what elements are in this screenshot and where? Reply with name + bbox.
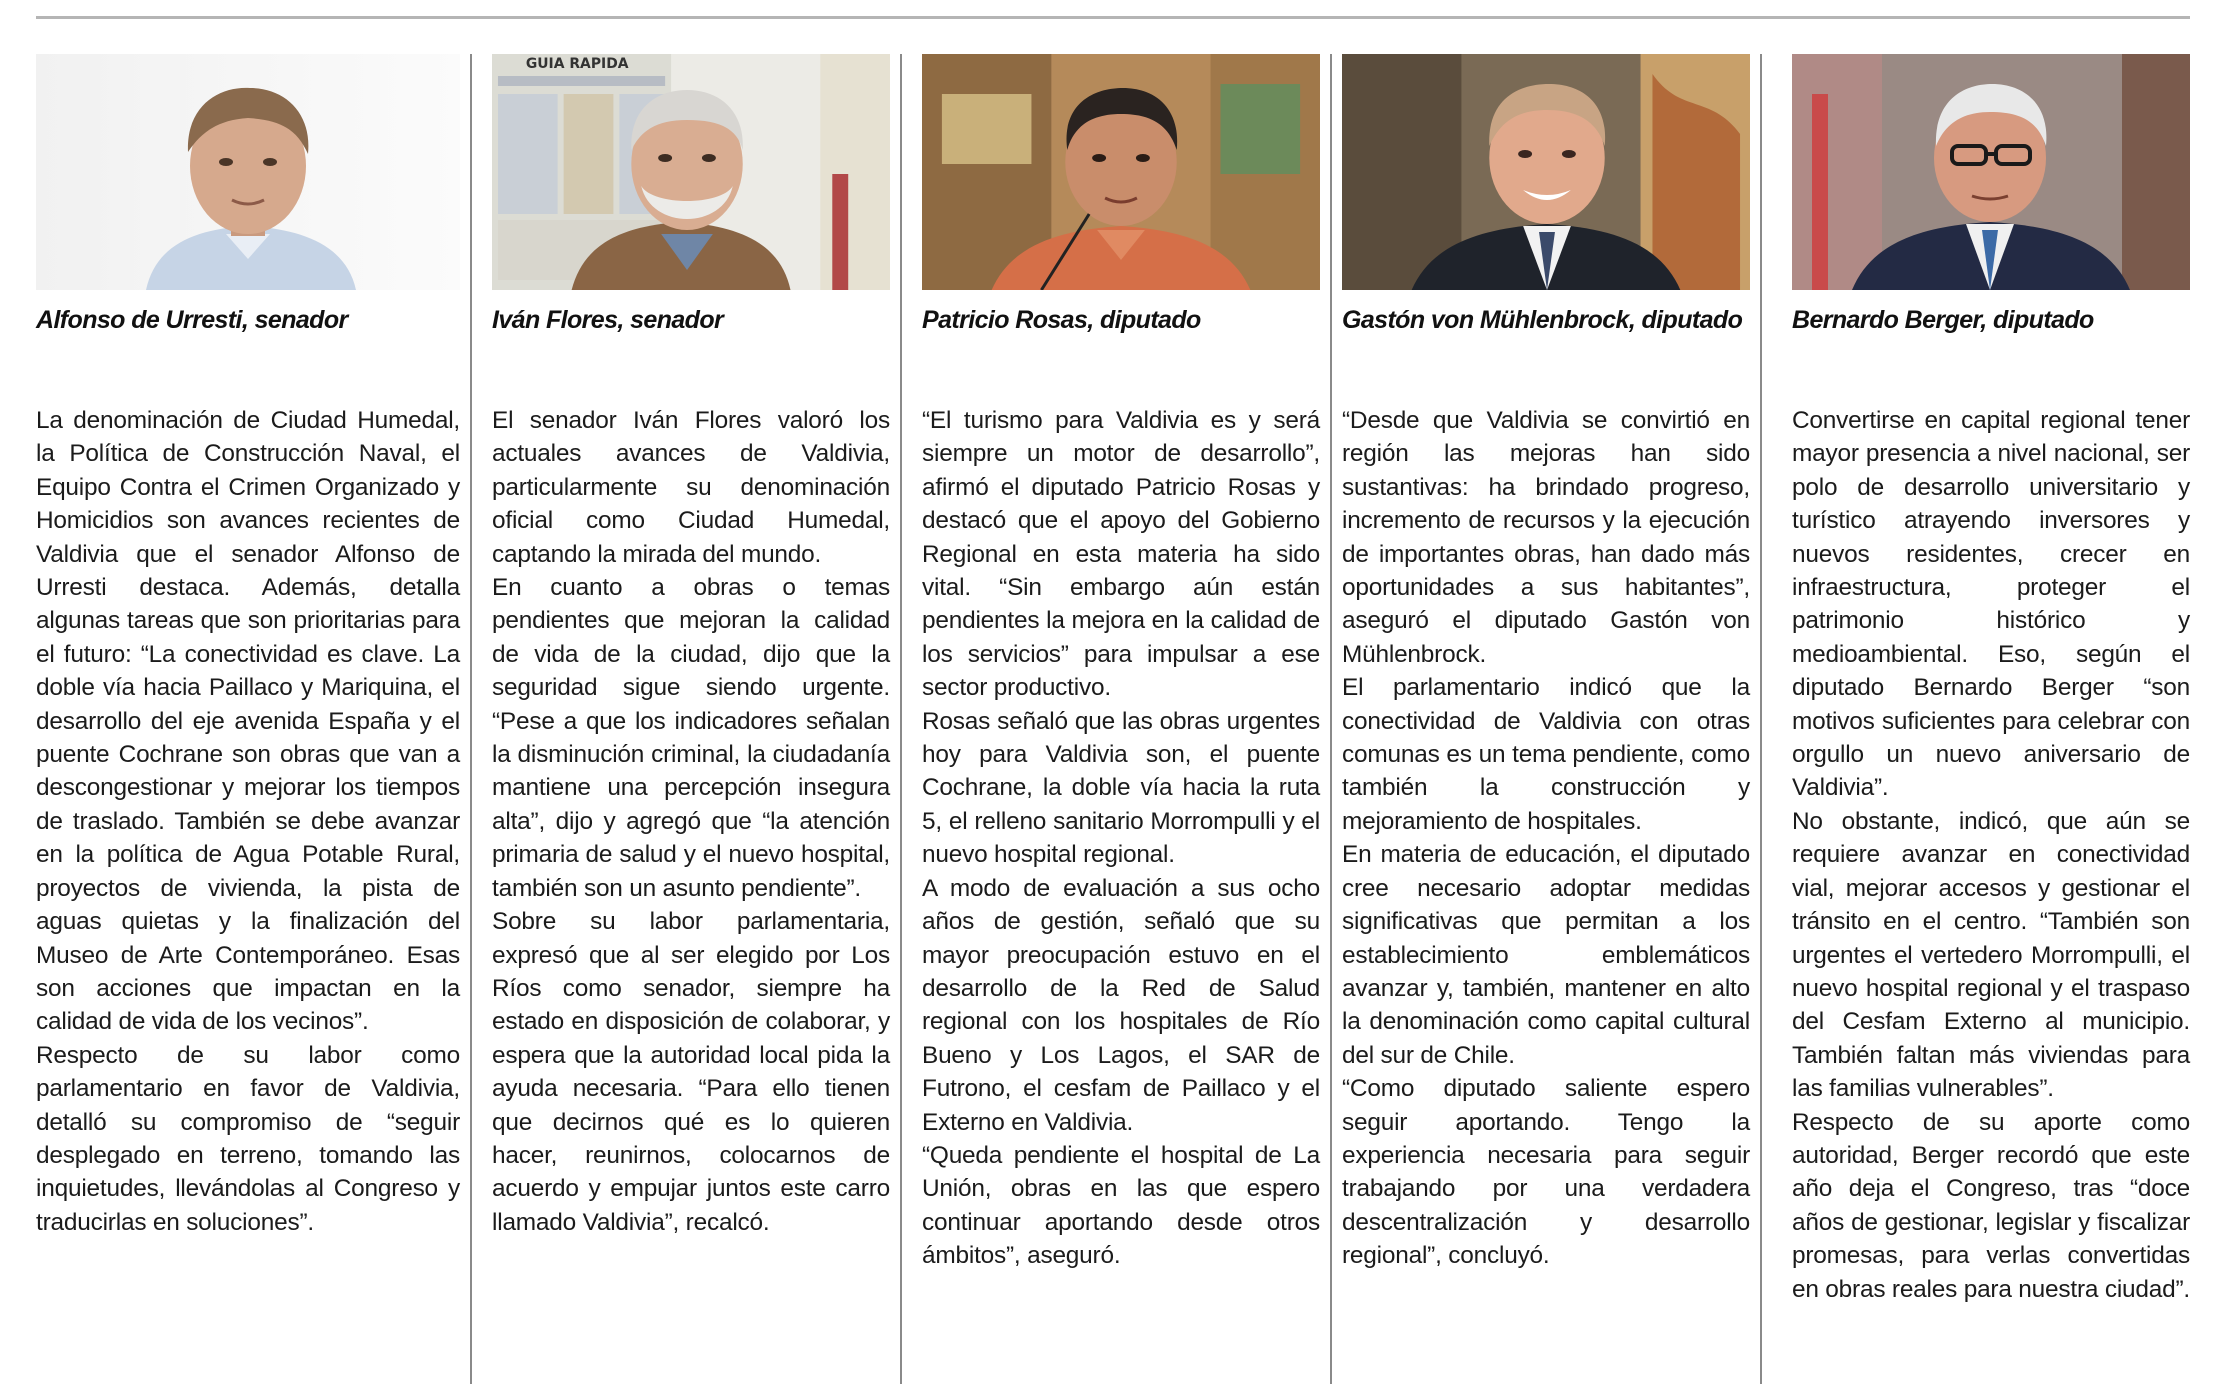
- article-columns: [36, 54, 2190, 1384]
- paragraph: En cuanto a obras o temas pendientes que mejoran la calidad de vida de la ciudad, dijo que la seguridad sigue siendo urgente. “Pese a que los indicadores señalan la disminución criminal, la ciudadanía mantiene una percepción insegura alta”, dijo y agregó que “la atención primaria de salud y el nuevo hospital, también son un asunto pendiente”.: [492, 574, 890, 902]
- paragraph: “Desde que Valdivia se convirtió en región las mejoras han sido sustantivas: ha brindado progreso, incremento de recursos y la ejecución de importantes obras, han dado más oportunidades a sus habitantes”, aseguró el diputado Gastón von Mühlenbrock.: [1342, 407, 1750, 668]
- caption-1: Alfonso de Urresti, senador: [36, 306, 348, 334]
- portrait-photo-1: [36, 54, 460, 290]
- paragraph: Rosas señaló que las obras urgentes hoy para Valdivia son, el puente Cochrane, la doble vía hacia la ruta 5, el relleno sanitario Morrompulli y el nuevo hospital regional.: [922, 707, 1320, 869]
- article-column-1: [36, 54, 470, 1384]
- portrait-photo-4: [1342, 54, 1750, 290]
- article-text-2: [492, 404, 890, 1239]
- caption-2: Iván Flores, senador: [492, 306, 724, 334]
- article-column-5: [1760, 54, 2190, 1384]
- photo-sign-text: GUIA RAPIDA: [525, 55, 629, 73]
- article-text-3: [922, 404, 1320, 1273]
- paragraph: La denominación de Ciudad Humedal, la Política de Construcción Naval, el Equipo Contra el Crimen Organizado y Homicidios son avances recientes de Valdivia que el senador Alfonso de Urresti destaca. Además, detalla algunas tareas que son prioritarias para el futuro: “La conectividad es clave. La doble vía hacia Paillaco y Mariquina, el desarrollo del eje avenida España y el puente Cochrane son obras que van a descongestionar y mejorar los tiempos de traslado. También se debe avanzar en la política de Agua Potable Rural, proyectos de vivienda, la pista de aguas quietas y la finalización del Museo de Arte Contemporáneo. Esas son acciones que impactan en la calidad de vida de los vecinos”.: [36, 407, 460, 1036]
- article-column-3: [900, 54, 1330, 1384]
- portrait-1-image: [36, 54, 460, 290]
- portrait-photo-3: [922, 54, 1320, 290]
- paragraph: Respecto de su labor como parlamentario en favor de Valdivia, detalló su compromiso de “seguir desplegado en terreno, tomando las inquietudes, llevándolas al Congreso y traducirlas en soluciones”.: [36, 1041, 460, 1236]
- article-column-4: [1330, 54, 1760, 1384]
- portrait-photo-5: [1792, 54, 2190, 290]
- article-column-2: [470, 54, 900, 1384]
- portrait-photo-2: [492, 54, 890, 290]
- paragraph: Convertirse en capital regional tener mayor presencia a nivel nacional, ser polo de desarrollo universitario y turístico atrayendo inversores y nuevos residentes, crecer en infraestructura, proteger el patrimonio histórico y medioambiental. Eso, según el diputado Bernardo Berger “son motivos suficientes para celebrar con orgullo un nuevo aniversario de Valdivia”.: [1792, 407, 2190, 802]
- paragraph: “El turismo para Valdivia es y será siempre un motor de desarrollo”, afirmó el diputado Patricio Rosas y destacó que el apoyo del Gobierno Regional en esta materia ha sido vital. “Sin embargo aún están pendientes la mejora en la calidad de los servicios” para impulsar a ese sector productivo.: [922, 407, 1320, 702]
- paragraph: “Como diputado saliente espero seguir aportando. Tengo la experiencia necesaria para seguir trabajando por una verdadera descentralización y desarrollo regional”, concluyó.: [1342, 1075, 1750, 1270]
- paragraph: En materia de educación, el diputado cree necesario adoptar medidas significativas que permitan a los establecimiento emblemáticos avanzar y, también, mantener en alto la denominación como capital cultural del sur de Chile.: [1342, 841, 1750, 1069]
- article-text-5: [1792, 404, 2190, 1306]
- paragraph: Sobre su labor parlamentaria, expresó que al ser elegido por Los Ríos como senador, siempre ha estado en disposición de colaborar, y espera que la autoridad local pida la ayuda necesaria. “Para ello tienen que decirnos qué es lo quieren hacer, reunirnos, colocarnos de acuerdo y empujar juntos este carro llamado Valdivia”, recalcó.: [492, 908, 890, 1236]
- portrait-4-image: [1342, 54, 1750, 290]
- caption-5: Bernardo Berger, diputado: [1792, 306, 2094, 334]
- paragraph: El senador Iván Flores valoró los actuales avances de Valdivia, particularmente su denominación oficial como Ciudad Humedal, captando la mirada del mundo.: [492, 407, 890, 568]
- portrait-5-image: [1792, 54, 2190, 290]
- paragraph: Respecto de su aporte como autoridad, Berger recordó que este año deja el Congreso, tras “doce años de gestionar, legislar y fiscalizar promesas, para verlas convertidas en obras reales para nuestra ciudad”.: [1792, 1108, 2190, 1303]
- paragraph: “Queda pendiente el hospital de La Unión, obras en las que espero continuar aportando desde otros ámbitos”, aseguró.: [922, 1141, 1320, 1270]
- article-text-4: [1342, 404, 1750, 1273]
- paragraph: No obstante, indicó, que aún se requiere avanzar en conectividad vial, mejorar accesos y gestionar el tránsito en el centro. “También son urgentes el vertedero Morrompulli, el nuevo hospital regional y el traspaso del Cesfam Externo al municipio. También faltan más viviendas para las familias vulnerables”.: [1792, 807, 2190, 1103]
- portrait-3-image: [922, 54, 1320, 290]
- caption-4: Gastón von Mühlenbrock, diputado: [1342, 306, 1743, 334]
- paragraph: A modo de evaluación a sus ocho años de gestión, señaló que su mayor preocupación estuvo en el desarrollo de la Red de Salud regional con los hospitales de Río Bueno y Los Lagos, el SAR de Futrono, el cesfam de Paillaco y el Externo en Valdivia.: [922, 874, 1320, 1136]
- caption-3: Patricio Rosas, diputado: [922, 306, 1201, 334]
- portrait-2-image: [492, 54, 890, 290]
- paragraph: El parlamentario indicó que la conectividad de Valdivia con otras comunas es un tema pendiente, como también la construcción y mejoramiento de hospitales.: [1342, 674, 1750, 835]
- article-text-1: [36, 404, 460, 1239]
- top-rule: [36, 16, 2190, 19]
